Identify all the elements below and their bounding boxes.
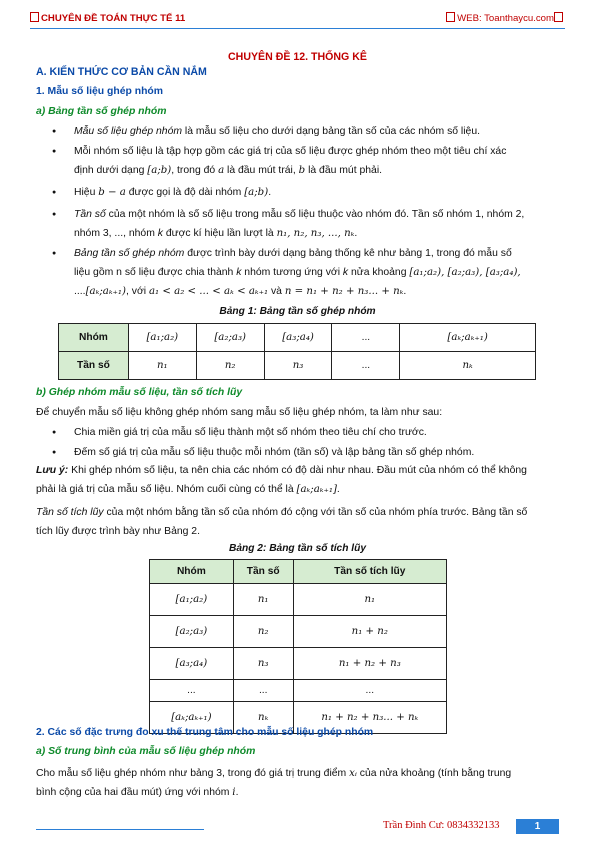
text: nhóm tương ứng với <box>241 267 343 278</box>
text: là đầu mút phải. <box>305 165 383 176</box>
text: , với <box>125 286 149 297</box>
list-item <box>52 183 559 202</box>
text: Mỗi nhóm số liệu là tập hợp gồm các giá trị của số liệu được ghép nhóm theo một tiêu chí xác <box>74 146 507 157</box>
square-icon <box>30 12 39 22</box>
section-1-heading: 1. Mẫu số liệu ghép nhóm <box>36 86 164 97</box>
table-cell: n₂ <box>233 616 293 648</box>
table2-caption: Bảng 2: Bảng tần số tích lũy <box>229 543 366 554</box>
note-paragraph <box>36 461 559 499</box>
section-2-heading: 2. Các số đặc trưng đo xu thế trung tâm cho mẫu số liệu ghép nhóm <box>36 727 374 738</box>
table-cell: nₖ <box>400 352 536 380</box>
math: [a;b) <box>147 165 172 176</box>
bullet-list-a <box>52 122 559 302</box>
table2 <box>149 559 447 734</box>
list-item <box>52 142 559 180</box>
list-item <box>52 244 559 301</box>
text: của một nhóm bằng tần số của nhóm đó cộng với tần số của nhóm phía trước. Bảng tần số <box>103 507 528 518</box>
math: [a;b) <box>244 187 269 198</box>
table-header-row <box>150 560 447 584</box>
section-a-heading: A. KIẾN THỨC CƠ BẢN CẦN NẮM <box>36 66 207 78</box>
header-left <box>30 12 185 24</box>
square-icon <box>446 12 455 22</box>
text: , trong đó <box>171 165 219 176</box>
table-row <box>150 616 447 648</box>
math: k <box>157 228 163 239</box>
page-title: CHUYÊN ĐỀ 12. THỐNG KÊ <box>228 51 367 63</box>
table-row <box>59 352 536 380</box>
paragraph <box>36 764 559 802</box>
math: a₁ < a₂ < ... < aₖ < aₖ₊₁ <box>148 286 269 297</box>
subsection-2a-heading: a) Số trung bình của mẫu số liệu ghép nhóm <box>36 746 256 757</box>
table-cell: n₁ + n₂ + n₃... + nₖ <box>293 702 446 734</box>
footer-divider <box>36 829 204 830</box>
text: tích lũy được trình bày như Bảng 2. <box>36 526 200 537</box>
text: nhóm 3, ..., nhóm <box>74 228 158 239</box>
table-cell: [aₖ;aₖ₊₁) <box>400 324 536 352</box>
text: bình cộng của hai đầu mút) ứng với nhóm <box>36 787 233 798</box>
table-cell: ... <box>332 324 400 352</box>
table-cell: n₁ <box>128 352 196 380</box>
text: Khi ghép nhóm số liệu, ta nên chia các nhóm có độ dài như nhau. Đầu mút của nhóm có thể không <box>68 465 527 476</box>
text: là mẫu số liệu cho dưới dạng bảng tần số của các nhóm số liệu. <box>182 126 480 137</box>
text: . <box>268 187 272 198</box>
subsection-b-heading: b) Ghép nhóm mẫu số liệu, tần số tích lũy <box>36 387 243 398</box>
table-cell: n₁ <box>233 584 293 616</box>
table1-caption: Bảng 1: Bảng tần số ghép nhóm <box>219 306 376 317</box>
table-cell: ... <box>293 680 446 702</box>
math: a <box>218 165 225 176</box>
text: và <box>268 286 285 297</box>
page-header <box>30 12 565 26</box>
text: liệu gồm n số liệu được chia thành <box>74 267 237 278</box>
table-cell: [a₁;a₂) <box>128 324 196 352</box>
table-cell: n₁ <box>293 584 446 616</box>
table-cell: [a₃;a₄) <box>150 648 234 680</box>
column-header: Tần số <box>233 560 293 584</box>
text: định dưới dạng <box>74 165 148 176</box>
paragraph: Để chuyển mẫu số liệu không ghép nhóm sang mẫu số liệu ghép nhóm, ta làm như sau: <box>36 407 443 418</box>
page-number: 1 <box>516 819 559 834</box>
text: . <box>403 286 407 297</box>
text: nửa khoảng <box>348 267 410 278</box>
footer-author: Trần Đình Cư: 0834332133 <box>383 820 500 831</box>
column-header: Tần số tích lũy <box>293 560 446 584</box>
table-row <box>150 584 447 616</box>
list-item <box>52 205 559 243</box>
text: Hiệu <box>74 187 99 198</box>
cumulative-paragraph <box>36 503 559 541</box>
math: [aₖ;aₖ₊₁] <box>296 484 337 495</box>
list-item <box>52 122 559 141</box>
term: Mẫu số liệu ghép nhóm <box>74 126 183 137</box>
table-row <box>150 648 447 680</box>
table-row <box>59 324 536 352</box>
column-header: Nhóm <box>150 560 234 584</box>
math: [aₖ;aₖ₊₁) <box>85 286 126 297</box>
square-icon <box>554 12 563 22</box>
text: của nửa khoảng (tính bằng trung <box>356 768 512 779</box>
list-item: ● Chia miền giá trị của mẫu số liệu thành một số nhóm theo tiêu chí cho trước. <box>52 423 559 442</box>
table1 <box>58 323 536 380</box>
header-right <box>446 12 565 24</box>
term: Bảng tần số ghép nhóm <box>74 248 185 259</box>
text: của một nhóm là số số liệu trong mẫu số liệu thuộc vào nhóm đó. Tần số nhóm 1, nhóm 2, <box>105 209 525 220</box>
table-cell: n₁ + n₂ <box>293 616 446 648</box>
table-cell: [a₃;a₄) <box>264 324 332 352</box>
bullet-list-b <box>52 423 559 463</box>
table-cell: [a₂;a₃) <box>196 324 264 352</box>
term: Tần số <box>74 209 106 220</box>
table-cell: ... <box>233 680 293 702</box>
table-row <box>150 680 447 702</box>
math: b <box>298 165 306 176</box>
note-label: Lưu ý: <box>36 465 69 476</box>
table-cell: n₃ <box>233 648 293 680</box>
subsection-a-heading: a) Bảng tần số ghép nhóm <box>36 106 167 117</box>
text: Cho mẫu số liệu ghép nhóm như bảng 3, trong đó giá trị trung điểm <box>36 768 350 779</box>
table-cell: [a₁;a₂) <box>150 584 234 616</box>
math: n₁, n₂, n₃, ..., nₖ <box>276 228 355 239</box>
header-right-text: WEB: Toanthaycu.com <box>457 13 554 24</box>
table-cell: [a₂;a₃) <box>150 616 234 648</box>
math: k <box>342 267 349 278</box>
text: là đầu mút trái, <box>224 165 299 176</box>
math: [a₁;a₂), [a₂;a₃), [a₃;a₄), <box>409 267 521 278</box>
table-cell: n₁ + n₂ + n₃ <box>293 648 446 680</box>
table-cell: [aₖ;aₖ₊₁) <box>150 702 234 734</box>
table-cell: n₃ <box>264 352 332 380</box>
term: Tần số tích lũy <box>36 507 104 518</box>
table-row-header: Tần số <box>59 352 129 380</box>
list-item: ● Đếm số giá trị của mẫu số liệu thuộc mỗi nhóm (tần số) và lập bảng tần số ghép nhóm. <box>52 443 559 462</box>
text: được kí hiệu lần lượt là <box>162 228 277 239</box>
header-divider <box>30 28 565 29</box>
table-cell: ... <box>332 352 400 380</box>
math: n = n₁ + n₂ + n₃... + nₖ <box>284 286 404 297</box>
text: được gọi là độ dài nhóm <box>125 187 245 198</box>
table-cell: ... <box>150 680 234 702</box>
text: . <box>354 228 358 239</box>
header-left-text: CHUYÊN ĐỀ TOÁN THỰC TẾ 11 <box>41 13 186 24</box>
math: xᵢ <box>349 768 357 779</box>
math: b − a <box>98 187 126 198</box>
table-cell: nₖ <box>233 702 293 734</box>
text: . <box>235 787 239 798</box>
text: . <box>336 484 340 495</box>
math: k <box>236 267 242 278</box>
math: i <box>232 787 236 798</box>
text: được trình bày dưới dạng bảng thống kê như bảng 1, trong đó mẫu số <box>184 248 512 259</box>
text: phải là giá trị của mẫu số liệu. Nhóm cuối cùng có thể là <box>36 484 297 495</box>
text: .... <box>74 286 86 297</box>
table-row-header: Nhóm <box>59 324 129 352</box>
table-cell: n₂ <box>196 352 264 380</box>
